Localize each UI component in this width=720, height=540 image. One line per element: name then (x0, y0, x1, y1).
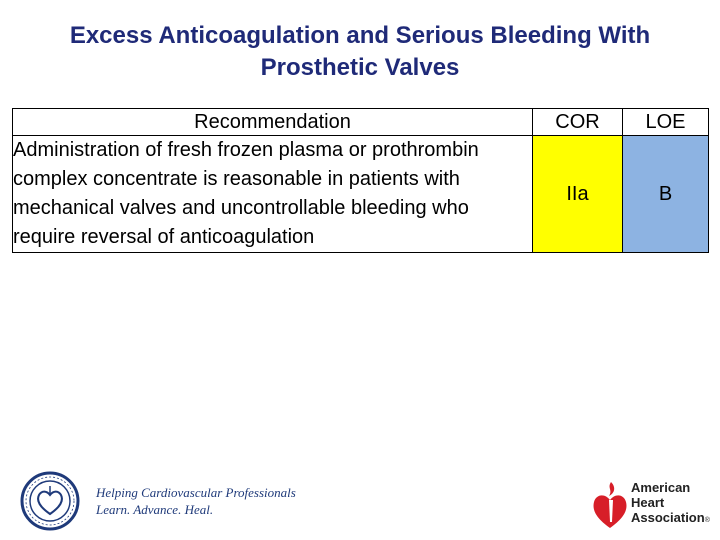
acc-tagline-line-2: Learn. Advance. Heal. (96, 502, 214, 517)
aha-line-3 (631, 510, 710, 528)
slide-title-line-1: Excess Anticoagulation and Serious Bleeding With (69, 22, 651, 49)
aha-wordmark (631, 480, 710, 528)
cor-value: IIa (533, 136, 623, 253)
recommendation-table (12, 108, 709, 253)
acc-seal-icon (20, 470, 80, 537)
aha-line-1: American (631, 480, 691, 495)
slide-title (0, 20, 720, 84)
cor-header: COR (533, 109, 623, 136)
acc-tagline (96, 484, 296, 518)
table-header-row (13, 109, 709, 136)
aha-line-3-text: Association (631, 510, 705, 525)
slide-title-line-2: Prosthetic Valves (260, 54, 460, 81)
recommendation-header: Recommendation (13, 109, 533, 136)
recommendation-text: Administration of fresh frozen plasma or prothrombin complex concentrate is reasonable in patients with mechanical valves and uncontrollable bleeding who require reversal of anticoagulation (13, 136, 533, 253)
trademark-mark: ® (704, 517, 710, 524)
loe-header: LOE (623, 109, 709, 136)
heart-torch-icon (590, 476, 630, 537)
footer (0, 462, 720, 540)
table-row (13, 136, 709, 253)
aha-line-2: Heart (631, 495, 665, 510)
acc-tagline-line-1: Helping Cardiovascular Professionals (96, 485, 296, 500)
loe-value: B (623, 136, 709, 253)
